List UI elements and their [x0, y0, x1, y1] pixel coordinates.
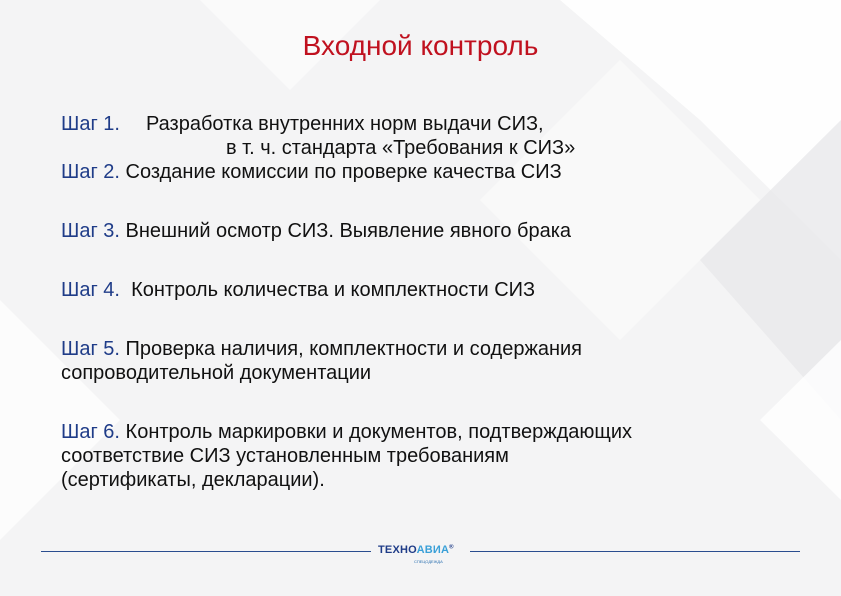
step-5-text-2: сопроводительной документации — [61, 362, 372, 384]
step-5-line-2 — [61, 361, 801, 385]
step-4-text-1: Контроль количества и комплектности СИЗ — [131, 279, 536, 301]
step-5-line-1 — [61, 337, 801, 361]
step-1-text-2: в т. ч. стандарта «Требования к СИЗ» — [226, 137, 576, 159]
step-1-line-1 — [61, 112, 801, 136]
step-1-text-1: Разработка внутренних норм выдачи СИЗ, — [145, 113, 544, 135]
logo-text-accent: АВИА — [416, 544, 450, 556]
step-6-text-3: (сертификаты, декларации). — [61, 469, 325, 491]
step-2-text-1: Создание комиссии по проверке качества СИЗ — [125, 161, 562, 183]
slide-title: Входной контроль — [302, 30, 539, 61]
step-4-label: Шаг 4. — [61, 279, 120, 301]
step-1-line-2 — [61, 136, 801, 160]
step-3-text-1: Внешний осмотр СИЗ. Выявление явного брака — [125, 220, 572, 242]
step-6-line-3 — [61, 468, 801, 492]
step-5-text-1: Проверка наличия, комплектности и содержания — [125, 338, 582, 360]
step-1-label: Шаг 1. — [61, 113, 120, 135]
footer-divider-right — [470, 551, 800, 552]
step-6-text-2: соответствие СИЗ установленным требованиям — [61, 445, 509, 467]
step-2-label: Шаг 2. — [61, 161, 120, 183]
step-5-label: Шаг 5. — [61, 338, 120, 360]
logo-text-main: ТЕХНО — [378, 544, 417, 556]
step-4-line-1 — [61, 278, 801, 302]
step-3-line-1 — [61, 219, 801, 243]
step-6-label: Шаг 6. — [61, 421, 120, 443]
step-6-text-1: Контроль маркировки и документов, подтверждающих — [125, 421, 633, 443]
step-6-line-2 — [61, 444, 801, 468]
logo-registered-mark: ® — [449, 544, 454, 551]
step-2-line-1 — [61, 160, 801, 184]
step-6-line-1 — [61, 420, 801, 444]
logo-subtitle: СПЕЦОДЕЖДА — [414, 559, 443, 564]
step-3-label: Шаг 3. — [61, 220, 120, 242]
footer-divider-left — [41, 551, 371, 552]
technoavia-logo — [378, 541, 468, 569]
steps-list — [61, 112, 801, 492]
